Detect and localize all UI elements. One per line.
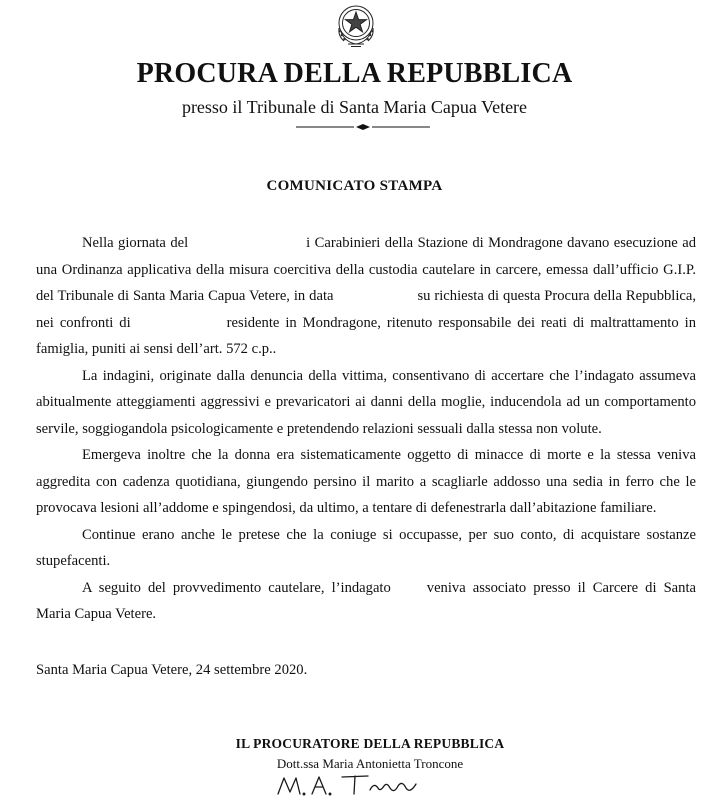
signatory-name: Dott.ssa Maria Antonietta Troncone	[276, 756, 464, 771]
paragraph-5	[36, 575, 696, 628]
paragraph-3: Emergeva inoltre che la donna era sistematicamente oggetto di minacce di morte e la stessa veniva aggredita con cadenza quotidiana, giungendo persino il marito a scagliarle addosso una sedia in ferro che le provocava lesioni all’addome e spingendosi, da ultimo, a tentare di defenestrarla dall’abitazione familiare.	[36, 447, 696, 516]
paragraph-5-part-b: veniva associato presso il Carcere di Santa Maria Capua Vetere.	[36, 579, 696, 622]
signatory-title: IL PROCURATORE DELLA REPUBBLICA	[235, 736, 505, 751]
press-release-heading: COMUNICATO STAMPA	[266, 178, 443, 194]
paragraph-1-part-d: residente in Mondragone, ritenuto responsabile dei reati di maltrattamento in famiglia, puniti ai sensi dell’art. 572 c.p..	[36, 314, 696, 357]
paragraph-1-part-a: Nella giornata del	[82, 235, 189, 251]
paragraph-4: Continue erano anche le pretese che la coniuge si occupasse, per suo conto, di acquistare sostanze stupefacenti.	[36, 526, 696, 569]
paragraph-1	[36, 230, 696, 363]
handwritten-signature	[270, 770, 440, 798]
place-and-date: Santa Maria Capua Vetere, 24 settembre 2020.	[36, 662, 308, 678]
decorative-rule	[296, 122, 430, 132]
document-body	[36, 230, 696, 628]
office-subtitle: presso il Tribunale di Santa Maria Capua Vetere	[181, 97, 528, 117]
italian-republic-emblem-icon	[335, 2, 377, 48]
paragraph-1-part-c: su richiesta di questa Procura della Repubblica, nei confronti di	[36, 288, 696, 331]
paragraph-1-part-b: i Carabinieri della Stazione di Mondragone davano esecuzione ad una Ordinanza applicativa della misura coercitiva della custodia cautelare in carcere, emessa dall’ufficio G.I.P. del Tribunale di Santa Maria Capua Vetere, in data	[36, 235, 696, 304]
paragraph-5-part-a: A seguito del provvedimento cautelare, l’indagato	[82, 579, 391, 596]
office-title: PROCURA DELLA REPUBBLICA	[136, 58, 573, 89]
paragraph-2: La indagini, originate dalla denuncia della vittima, consentivano di accertare che l’indagato assumeva abitualmente atteggiamenti aggressivi e prevaricatori ai danni della moglie, inducendola ad un comportamento servile, soggiogandola psicologicamente e pretendendo relazioni sessuali dalla stessa non volute.	[36, 367, 696, 437]
